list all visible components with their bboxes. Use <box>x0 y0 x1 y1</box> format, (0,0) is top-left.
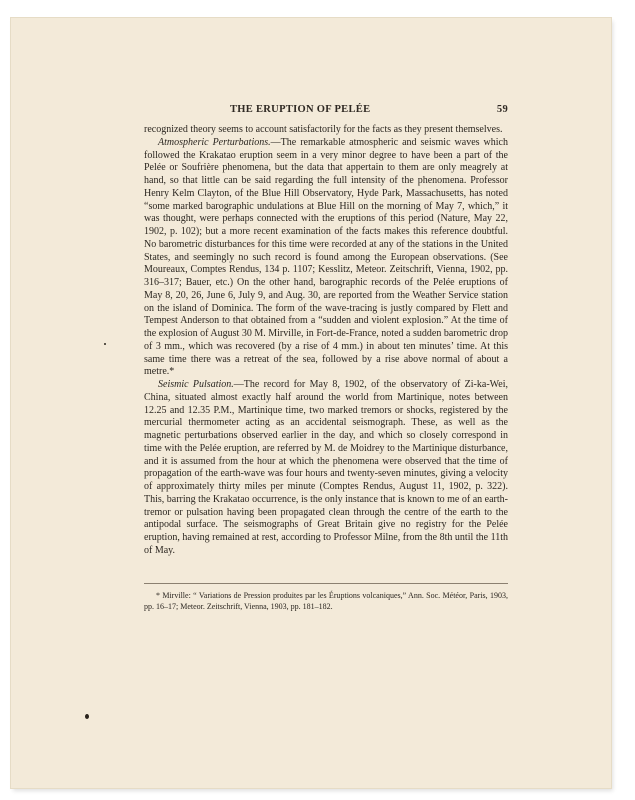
ink-speck <box>104 343 106 345</box>
paragraph-continuation <box>144 124 508 137</box>
paragraph-atmospheric-perturbations <box>144 137 508 379</box>
footnote-text: * Mirville: “ Variations de Pression produites par les Éruptions volcaniques,” Ann. Soc. Météor, Paris, 1903, pp. 16–17; Meteor. Zeitschrift, Vienna, 1903, pp. 181–182. <box>144 591 508 611</box>
running-title: THE ERUPTION OF PELÉE <box>230 104 371 115</box>
footnote <box>144 590 508 612</box>
paragraph-text: recognized theory seems to account satisfactorily for the facts as they present themselves. <box>144 124 503 135</box>
body-text <box>144 124 508 558</box>
ink-speck <box>85 714 89 719</box>
paragraph-text: —The remarkable atmospheric and seismic waves which followed the Krakatao eruption seem in a very minor degree to have been a part of the Pelée or Soufrière phenomena, but the data that appertain to them are only meagrely at hand, so that little can be said regarding the full intensity of the phenomena. Professor Henry Kelm Clayton, of the Blue Hill Observatory, Hyde Park, Massachusetts, has noted “some marked barographic undulations at Blue Hill on the morning of May 7, which,” it was thought, were perhaps connected with the eruptions of this period (Nature, May 22, 1902, p. 102); but a more recent examination of the facts makes this reference doubtful. No barometric disturbances for this time were recorded at any of the stations in the United States, and seemingly no such record is found among the European observations. (See Moureaux, Comptes Rendus, 134 p. 1107; Kesslitz, Meteor. Zeitschrift, Vienna, 1902, pp. 316–317; Bauer, etc.) On the other hand, barographic records of the Pelée eruptions of May 8, 20, 26, June 6, July 9, and Aug. 30, are reported from the Weather Service station on the island of Dominica. The form of the wave-tracing is justly compared by Flett and Tempest Anderson to that obtained from a “sudden and violent explosion.” At the time of the explosion of August 30 M. Mirville, in Fort-de-France, noted a sudden barometric drop of 3 mm., which was recovered (by a rise of 4 mm.) in about ten minutes’ time. At this same time there was a retreat of the sea, followed by a rise above normal of about a metre.* <box>144 136 508 378</box>
section-lead-label: Atmospheric Perturbations. <box>158 136 271 148</box>
footnote-divider <box>144 583 508 584</box>
page-number: 59 <box>496 104 508 115</box>
paragraph-seismic-pulsation <box>144 379 508 558</box>
section-lead-label: Seismic Pulsation. <box>158 379 234 390</box>
paragraph-text: —The record for May 8, 1902, of the observatory of Zi-ka-Wei, China, situated almost exactly half around the world from Martinique, notes between 12.25 and 12.35 P.M., Martinique time, two marked tremors or shocks, registered by the mercurial thermometer acting as an accidental seismograph. These, as well as the magnetic perturbations observed earlier in the day, and which so closely correspond in time with the Pelée eruption, are referred by M. de Moidrey to the Martinique disturbance, and it is assumed from the hour at which the phenomena were observed that the time of propagation of the earth-wave was four hours and twenty-seven minutes, giving a velocity of approximately thirty miles per minute (Comptes Rendus, August 11, 1902, p. 322). This, barring the Krakatao occurrence, is the only instance that is known to me of an earth-tremor or pulsation having been propagated clean through the centre of the earth to the antipodal surface. The seismographs of Great Britain give no registry for the Pelée eruption, having remained at rest, according to Professor Milne, from the 8th until the 11th of May. <box>144 379 508 556</box>
